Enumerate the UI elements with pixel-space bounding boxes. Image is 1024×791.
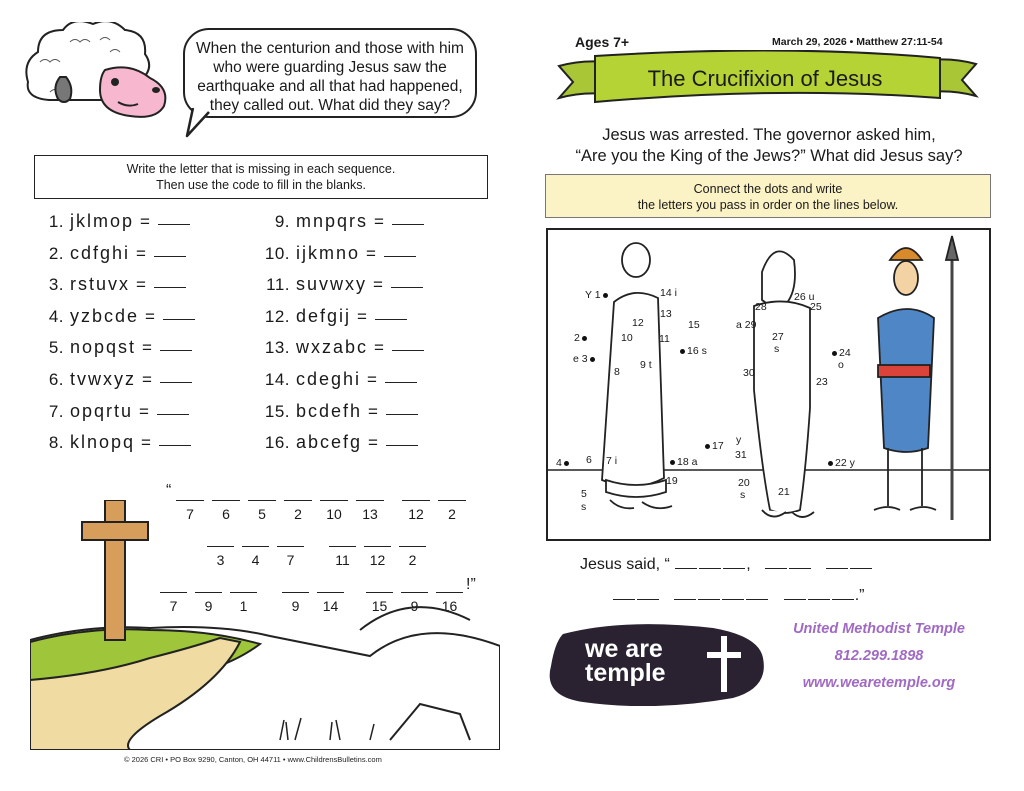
dot-label: 20 <box>738 477 750 489</box>
sequence-number: 1. <box>48 212 64 231</box>
code-number: 4 <box>251 552 260 568</box>
answer-blank[interactable] <box>832 587 854 600</box>
code-number: 9 <box>204 598 213 614</box>
sequence-number: 2. <box>48 243 64 263</box>
answer-blank[interactable] <box>784 587 806 600</box>
answer-blank[interactable] <box>392 350 424 351</box>
sequence-column-1 <box>38 211 195 464</box>
dot-label: 19 <box>666 475 678 487</box>
answer-blank[interactable] <box>675 556 697 569</box>
dot-label: Y 1 <box>585 290 610 301</box>
answer-blank[interactable] <box>158 224 190 225</box>
answer-blank[interactable] <box>160 350 192 351</box>
open-quote: “ <box>166 482 172 499</box>
answer-blank[interactable] <box>154 287 186 288</box>
dot-label: 2 <box>574 333 589 344</box>
sequence-number: 7. <box>48 401 64 421</box>
jesus-said-line-1: Jesus said, “ , <box>580 556 873 574</box>
answer-blank[interactable] <box>159 445 191 446</box>
answer-blank[interactable] <box>826 556 848 569</box>
code-number: 9 <box>291 598 300 614</box>
sequence-number: 15. <box>264 401 290 421</box>
equals-sign: = <box>139 401 150 421</box>
code-number: 7 <box>286 552 295 568</box>
sequence-row <box>38 306 195 338</box>
sequence-number: 10. <box>264 243 290 263</box>
answer-blank[interactable] <box>723 556 745 569</box>
answer-blank[interactable] <box>160 382 192 383</box>
connect-dots-picture <box>546 228 991 541</box>
dot-label: a 29 <box>736 319 757 331</box>
dot-label: 10 <box>621 332 633 344</box>
answer-blank[interactable] <box>384 256 416 257</box>
sequence-number: 13. <box>264 338 290 358</box>
code-number: 12 <box>408 506 424 522</box>
dot-label: 25 <box>810 301 822 313</box>
equals-sign: = <box>142 369 153 389</box>
equals-sign: = <box>140 212 151 231</box>
code-number: 9 <box>410 598 419 614</box>
dot-label: 31 <box>735 449 747 461</box>
cross-hill-illustration <box>30 500 500 750</box>
dot-label: y <box>736 434 742 446</box>
answer-blank[interactable] <box>765 556 787 569</box>
date-scripture-ref: March 29, 2026 • Matthew 27:11-54 <box>772 36 943 48</box>
equals-sign: = <box>136 275 147 295</box>
sequence-letters: yzbcde <box>70 305 140 326</box>
church-url[interactable]: www.wearetemple.org <box>802 675 956 691</box>
sequence-letters: jklmop <box>70 211 135 231</box>
sequence-row <box>264 401 424 433</box>
sequence-row <box>38 243 195 275</box>
sequence-number: 9. <box>274 212 290 231</box>
code-number: 16 <box>441 598 458 614</box>
dot-label: s <box>774 343 780 355</box>
dots-instruction-line-2: the letters you pass in order on the lines below. <box>637 198 899 212</box>
answer-blank[interactable] <box>722 587 744 600</box>
answer-blank[interactable] <box>157 414 189 415</box>
equals-sign: = <box>142 338 153 358</box>
code-number: 2 <box>294 506 302 522</box>
sequence-column-2 <box>264 211 424 464</box>
sequence-letters: ijkmno <box>296 242 361 263</box>
sequence-letters: cdfghi <box>70 242 131 263</box>
dot-label: 15 <box>688 319 700 331</box>
dot-label: 21 <box>778 486 790 498</box>
dot-label: 14 i <box>660 287 677 299</box>
dots-instruction-box <box>545 174 991 218</box>
sequence-number: 5. <box>48 338 64 358</box>
code-number: 2 <box>448 506 456 522</box>
code-number: 11 <box>335 552 350 568</box>
answer-blank[interactable] <box>391 287 423 288</box>
code-number: 13 <box>362 506 378 522</box>
sequence-row <box>264 337 424 369</box>
dot-label: 18 a <box>668 457 697 468</box>
equals-sign: = <box>136 243 147 263</box>
sequence-row <box>38 369 195 401</box>
dot-label: o <box>838 359 844 371</box>
sequence-number: 8. <box>48 433 64 453</box>
dot-label: 27 <box>772 331 784 343</box>
dot-label: s <box>581 501 587 513</box>
sequence-row <box>38 274 195 306</box>
question-line-2: “Are you the King of the Jews?” What did Jesus say? <box>575 147 963 165</box>
code-number: 6 <box>222 506 230 522</box>
equals-sign: = <box>367 369 378 389</box>
answer-blank[interactable] <box>386 445 418 446</box>
code-number: 5 <box>258 506 266 522</box>
instruction-line-2: Then use the code to fill in the blanks. <box>156 178 366 192</box>
sequence-row <box>264 211 424 243</box>
sequence-row <box>38 432 195 464</box>
sequence-letters: wxzabc <box>296 337 369 358</box>
equals-sign: = <box>368 433 379 453</box>
dot-label: 7 i <box>606 455 618 467</box>
answer-blank[interactable] <box>392 224 424 225</box>
instruction-box <box>34 155 488 199</box>
equals-sign: = <box>357 306 368 326</box>
equals-sign: = <box>366 243 377 263</box>
answer-blank[interactable] <box>385 382 417 383</box>
sequence-letters: bcdefh <box>296 400 363 421</box>
sequence-letters: abcefg <box>296 432 363 453</box>
sequence-letters: rstuvx <box>70 274 131 295</box>
sequence-letters: defgij <box>296 305 352 326</box>
end-quote: .” <box>854 587 865 604</box>
answer-blank[interactable] <box>674 587 696 600</box>
dot-label: 17 <box>703 441 724 452</box>
page-title: The Crucifixion of Jesus <box>647 66 883 91</box>
sequence-row <box>264 274 424 306</box>
answer-blank[interactable] <box>808 587 830 600</box>
sequence-row <box>264 369 424 401</box>
answer-blank[interactable] <box>850 556 872 569</box>
answer-blank[interactable] <box>789 556 811 569</box>
church-phone: 812.299.1898 <box>834 648 924 664</box>
sequence-number: 3. <box>48 275 64 295</box>
code-number: 10 <box>326 506 342 522</box>
dot-label: s <box>740 489 746 501</box>
dot-label: 13 <box>660 308 672 320</box>
sequence-row <box>38 401 195 433</box>
speech-bubble <box>183 28 477 118</box>
dot-label: e 3 <box>573 354 597 365</box>
sequence-letters: cdeghi <box>296 368 362 389</box>
equals-sign: = <box>145 306 156 326</box>
answer-blank[interactable] <box>698 587 720 600</box>
code-number: 7 <box>169 598 178 614</box>
equals-sign: = <box>373 275 384 295</box>
sequence-letters: klnopq <box>70 432 136 453</box>
sequence-row <box>264 306 424 338</box>
speech-bubble-text: When the centurion and those with him who were guarding Jesus saw the earthquake and all that had happened, they called out. What did they say? <box>196 40 464 114</box>
answer-blank[interactable] <box>746 587 768 600</box>
dot-label: 6 <box>586 454 592 466</box>
equals-sign: = <box>141 433 152 453</box>
code-number: 15 <box>371 598 388 614</box>
answer-blank[interactable] <box>699 556 721 569</box>
instruction-line-1: Write the letter that is missing in each sequence. <box>126 162 396 176</box>
dot-label: 4 <box>556 458 571 469</box>
logo-text-1: we are <box>585 635 663 663</box>
code-number: 7 <box>186 506 194 522</box>
sequence-letters: opqrtu <box>70 400 134 421</box>
sequence-letters: mnpqrs <box>296 211 369 231</box>
equals-sign: = <box>368 401 379 421</box>
close-quote: !” <box>466 576 476 593</box>
code-number: 12 <box>369 552 386 568</box>
church-name: United Methodist Temple <box>793 621 965 637</box>
dot-label: 28 <box>755 301 767 313</box>
dot-label: 11 <box>659 333 670 345</box>
dot-label: 12 <box>632 317 644 329</box>
dot-label: 30 <box>743 367 755 379</box>
code-number: 2 <box>408 552 417 568</box>
jesus-said-line-2 <box>612 587 864 605</box>
logo-text-2: temple <box>585 659 666 687</box>
copyright-footer: © 2026 CRI • PO Box 9290, Canton, OH 44711 • www.ChildrensBulletins.com <box>124 755 382 764</box>
sequence-number: 6. <box>48 369 64 389</box>
code-number: 3 <box>216 552 225 568</box>
sequence-row <box>38 211 195 243</box>
speech-bubble-tail <box>183 108 213 140</box>
age-label: Ages 7+ <box>575 34 630 50</box>
sequence-letters: suvwxy <box>296 274 368 295</box>
figures-illustration <box>548 230 989 539</box>
dot-label: 24 <box>830 348 851 359</box>
answer-blank[interactable] <box>154 256 186 257</box>
code-number: 14 <box>322 598 339 614</box>
question-line-1: Jesus was arrested. The governor asked him, <box>602 126 936 144</box>
sequence-number: 12. <box>264 306 290 326</box>
church-info <box>772 616 986 697</box>
dot-label: 22 y <box>826 458 855 469</box>
dots-instruction-line-1: Connect the dots and write <box>693 182 843 196</box>
answer-blank[interactable] <box>375 319 407 320</box>
answer-blank[interactable] <box>613 587 635 600</box>
equals-sign: = <box>374 212 385 231</box>
sequence-number: 14. <box>264 369 290 389</box>
dot-label: 26 u <box>794 291 815 303</box>
sheep-illustration <box>20 22 185 132</box>
sequence-row <box>264 243 424 275</box>
sequence-number: 16. <box>264 433 290 453</box>
code-number: 1 <box>239 598 248 614</box>
dot-label: 8 <box>614 366 620 378</box>
sequence-row <box>264 432 424 464</box>
dot-label: 23 <box>816 376 828 388</box>
dot-label: 9 t <box>640 359 652 371</box>
sequence-row <box>38 337 195 369</box>
answer-blank[interactable] <box>163 319 195 320</box>
jesus-said-label: Jesus said, “ <box>580 556 670 573</box>
church-logo <box>549 622 767 706</box>
dot-label: 16 s <box>678 346 707 357</box>
sequence-number: 4. <box>48 306 64 326</box>
sequence-letters: tvwxyz <box>70 368 136 389</box>
equals-sign: = <box>374 338 385 358</box>
question-text <box>545 125 993 167</box>
sequence-letters: nopqst <box>70 337 137 358</box>
answer-blank[interactable] <box>637 587 659 600</box>
answer-blank[interactable] <box>386 414 418 415</box>
dot-label: 5 <box>581 488 587 500</box>
sequence-number: 11. <box>266 275 290 295</box>
